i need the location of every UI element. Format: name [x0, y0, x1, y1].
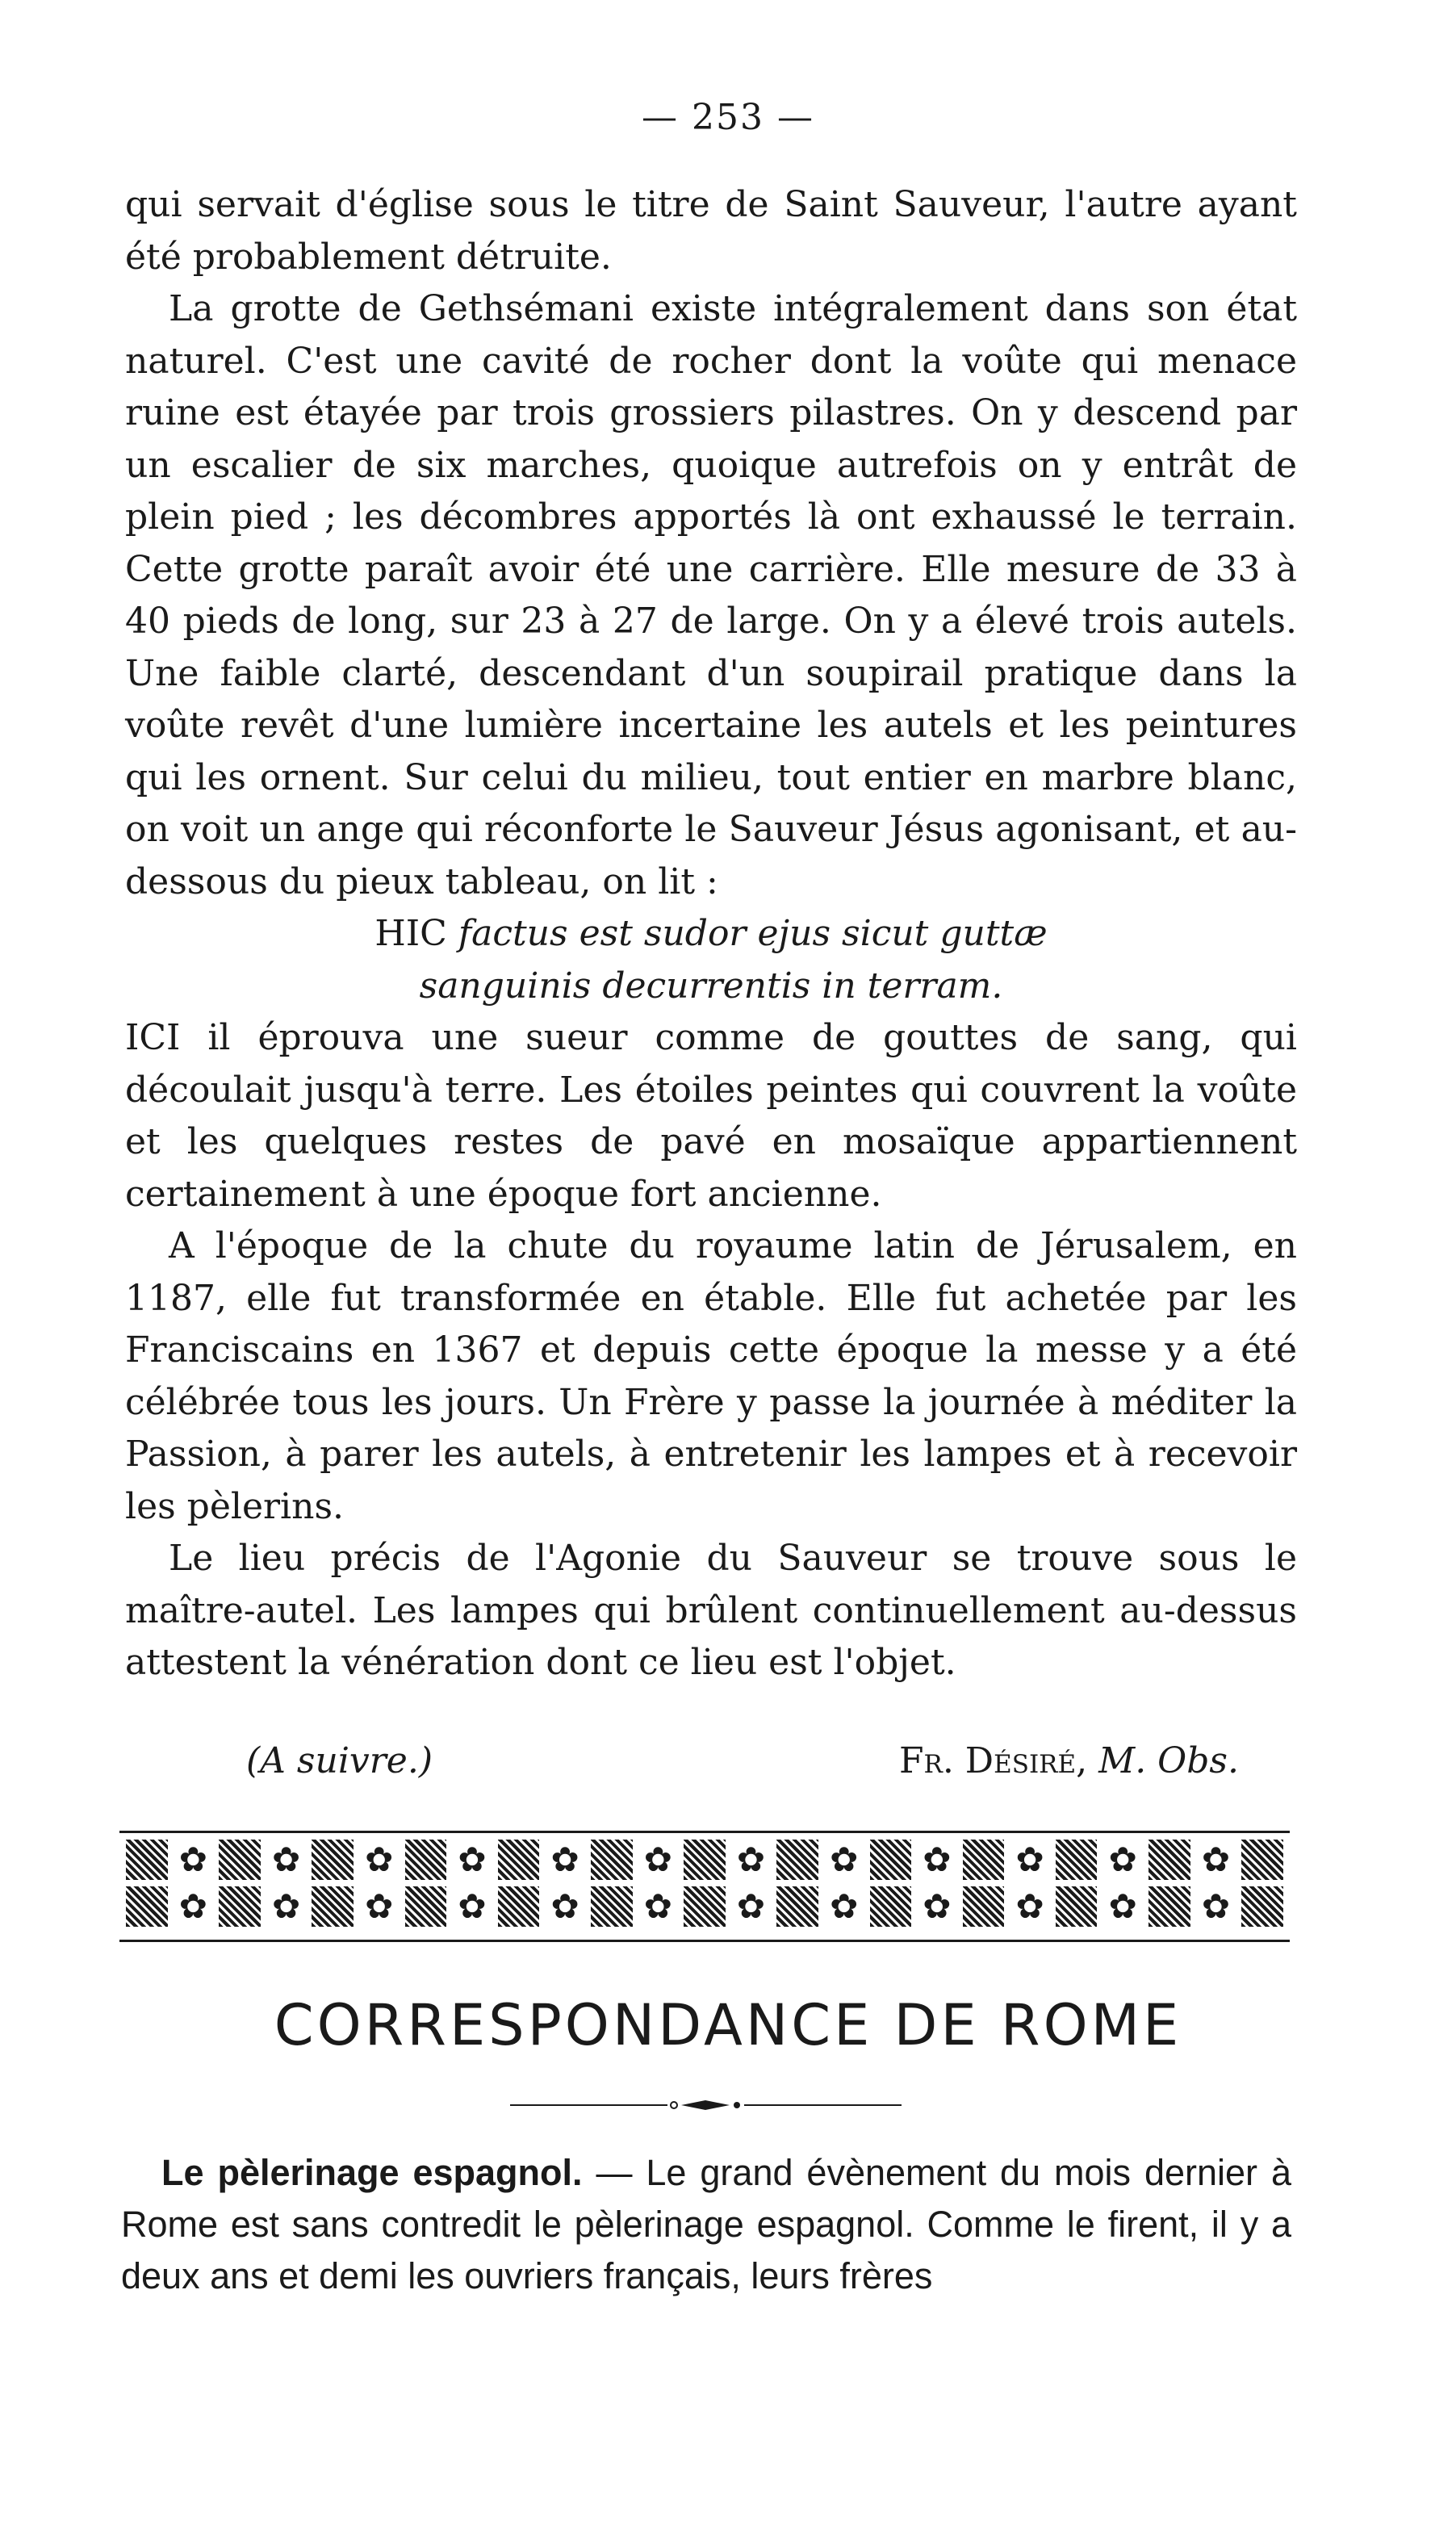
flower-icon: ✿ [736, 1840, 766, 1879]
ornament-block [126, 1840, 168, 1880]
flower-icon: ✿ [1015, 1840, 1044, 1879]
flower-icon: ✿ [365, 1886, 394, 1926]
latin-quote-line-2: sanguinis decurrentis in terram. [419, 965, 1003, 1007]
ornament-block [312, 1840, 354, 1880]
ornament-block [870, 1840, 912, 1880]
flower-icon: ✿ [1201, 1886, 1231, 1926]
flower-icon: ✿ [736, 1886, 766, 1926]
paragraph-agony-site: Le lieu précis de l'Agonie du Sauveur se trouve sous le maître-autel. Les lampes qui brûlent continuellement au-dessus attestent la vénération dont ce lieu est l'objet. [125, 1538, 1297, 1683]
ornament-block [870, 1886, 912, 1927]
section-title: CORRESPONDANCE DE ROME [274, 1992, 1182, 2058]
flower-icon: ✿ [1108, 1886, 1137, 1926]
ornament-block [498, 1886, 540, 1927]
ornament-block [126, 1886, 168, 1927]
ornament-block [684, 1840, 726, 1880]
lead-heading: Le pèlerinage espagnol. [161, 2152, 583, 2193]
flower-icon: ✿ [643, 1886, 672, 1926]
ornament-block [1148, 1840, 1190, 1880]
to-be-continued: (A suivre.) [246, 1740, 433, 1781]
ornament-block [498, 1840, 540, 1880]
flower-icon: ✿ [365, 1840, 394, 1879]
ornament-block [1241, 1840, 1283, 1880]
signature-title: M. Obs. [1098, 1740, 1239, 1781]
flower-icon: ✿ [458, 1886, 487, 1926]
flower-icon: ✿ [923, 1886, 952, 1926]
signature-line [246, 1740, 1239, 1781]
flower-icon: ✿ [550, 1886, 579, 1926]
ornament-block [1056, 1840, 1098, 1880]
latin-quote-line-1 [125, 908, 1297, 961]
ornament-block [1056, 1886, 1098, 1927]
correspondance-article [121, 2147, 1291, 2302]
paragraph-translation: ICI il éprouva une sueur comme de gouttes de sang, qui découlait jusqu'à terre. Les étoiles peintes qui couvrent la voûte et les quelques restes de pavé en mosaïque appartiennent certainement à une époque fort ancienne. [125, 1017, 1297, 1215]
ornament-block [312, 1886, 354, 1927]
paragraph-grotte: La grotte de Gethsémani existe intégralement dans son état naturel. C'est une cavité de rocher dont la voûte qui menace ruine est étayée par trois grossiers pilastres. On y descend par un escalier de six marches, quoique autrefois on y entrât de plein pied ; les décombres apportés là ont exhaussé le terrain. Cette grotte paraît avoir été une carrière. Elle mesure de 33 à 40 pieds de long, sur 23 à 27 de large. On y a élevé trois autels. Une faible clarté, descendant d'un soupirail pratique dans la voûte revêt d'une lumière incertaine les autels et les peintures qui les ornent. Sur celui du milieu, tout entier en marbre blanc, on voit un ange qui réconforte le Sauveur Jésus agonisant, et au-dessous du pieux tableau, on lit : [125, 288, 1297, 902]
ornament-block [219, 1886, 261, 1927]
ornament-block [963, 1886, 1005, 1927]
signature-name: Fr. Désiré, [898, 1740, 1088, 1781]
flower-icon: ✿ [1108, 1840, 1137, 1879]
ornament-block [219, 1840, 261, 1880]
correspondance-paragraph [121, 2147, 1291, 2302]
ornament-row-bottom [119, 1886, 1290, 1927]
flower-icon: ✿ [271, 1840, 301, 1879]
page-number: — 253 — [642, 97, 814, 138]
lead-text: — Le grand évènement du mois dernier à Rome est sans contredit le pèlerinage espagnol. Comme le firent, il y a deux ans et demi les ouvriers français, leurs frères [121, 2152, 1291, 2296]
paragraph-continued: qui servait d'église sous le titre de Saint Sauveur, l'autre ayant été probablement détruite. [125, 184, 1297, 278]
ornament-block [963, 1840, 1005, 1880]
paragraph-history: A l'époque de la chute du royaume latin de Jérusalem, en 1187, elle fut transformée en étable. Elle fut achetée par les Franciscains en 1367 et depuis cette époque la messe y a été célébrée tous les jours. Un Frère y passe la journée à méditer la Passion, à parer les autels, à entretenir les lampes et à recevoir les pèlerins. [125, 1225, 1297, 1527]
article-body [125, 179, 1297, 1689]
ornament-row-top [119, 1840, 1290, 1880]
decorative-ornament-band [119, 1831, 1290, 1942]
ornament-block [405, 1886, 447, 1927]
flower-icon: ✿ [1015, 1886, 1044, 1926]
flower-icon: ✿ [178, 1886, 207, 1926]
ornament-block [1148, 1886, 1190, 1927]
latin-hic: HIC [374, 913, 447, 954]
ornament-block [405, 1840, 447, 1880]
ornament-block [776, 1886, 818, 1927]
flower-icon: ✿ [178, 1840, 207, 1879]
latin-line-1-text: factus est sudor ejus sicut guttæ [458, 913, 1048, 954]
flower-icon: ✿ [458, 1840, 487, 1879]
ornament-block [684, 1886, 726, 1927]
ornament-block [591, 1840, 633, 1880]
flower-icon: ✿ [923, 1840, 952, 1879]
ornament-block [776, 1840, 818, 1880]
flower-icon: ✿ [550, 1840, 579, 1879]
flower-icon: ✿ [830, 1886, 859, 1926]
title-divider-ornament [510, 2097, 902, 2113]
ornament-block [591, 1886, 633, 1927]
flower-icon: ✿ [271, 1886, 301, 1926]
flower-icon: ✿ [643, 1840, 672, 1879]
signature [899, 1740, 1239, 1781]
flower-icon: ✿ [1201, 1840, 1231, 1879]
ornament-block [1241, 1886, 1283, 1927]
flower-icon: ✿ [830, 1840, 859, 1879]
